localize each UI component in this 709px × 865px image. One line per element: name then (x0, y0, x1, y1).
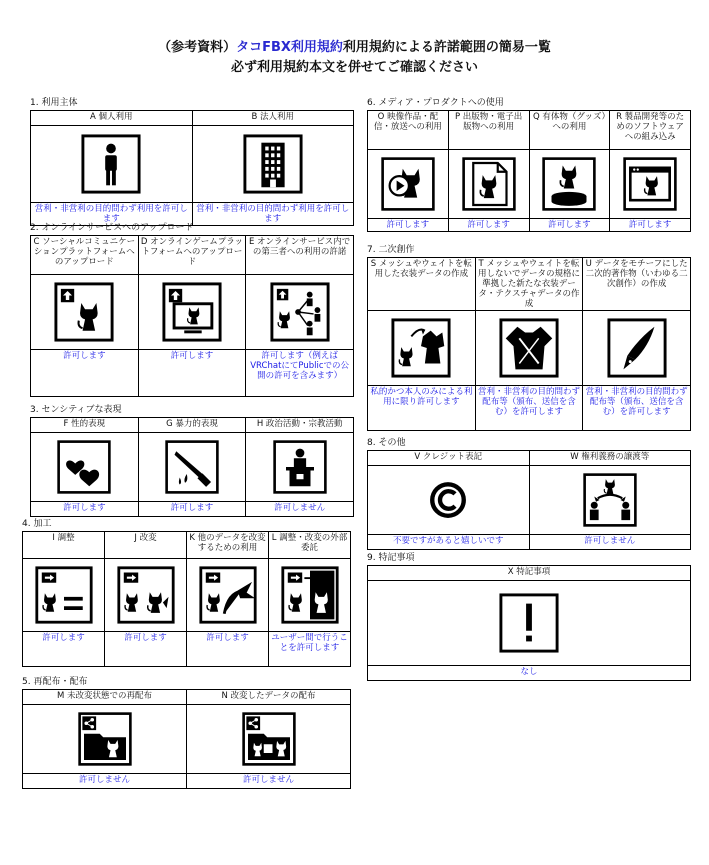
section-title: 1. 利用主体 (30, 98, 78, 108)
item-icon-cell (246, 275, 354, 350)
hearts-icon (31, 439, 138, 495)
permission-table (367, 110, 691, 232)
header-row (31, 418, 354, 433)
item-icon-cell (368, 581, 691, 666)
item-result: 許可しません (23, 774, 187, 789)
section-title: 2. オンラインサービスへのアップロード (30, 223, 194, 233)
item-header: C ソーシャルコミュニケーションプラットフォームへのアップロード (31, 236, 139, 275)
pen-icon (583, 317, 690, 379)
item-result: 営利・非営利の目的問わず配布等（頒布、送信を含む）を許可します (475, 386, 583, 431)
section-title: 6. メディア・プロダクトへの使用 (367, 98, 504, 108)
item-result: 許可します (448, 219, 529, 232)
item-icon-cell (31, 433, 139, 502)
item-header: S メッシュやウェイトを転用した衣装データの作成 (368, 258, 476, 311)
header-row (31, 111, 354, 126)
item-result: 許可します (187, 632, 269, 667)
permission-table (367, 257, 691, 431)
permission-table (30, 235, 354, 397)
item-icon-cell (23, 705, 187, 774)
icon-row (23, 559, 351, 632)
section-s4 (22, 517, 351, 667)
item-header: U データをモチーフにした二次的著作物（いわゆる二次創作）の作成 (583, 258, 691, 311)
item-result: 許可します (610, 219, 691, 232)
result-row (31, 502, 354, 517)
item-header: H 政治活動・宗教活動 (246, 418, 354, 433)
item-result: 許可します (138, 350, 246, 397)
figure-icon (530, 156, 610, 212)
section-s9 (367, 551, 691, 681)
item-icon-cell (529, 466, 691, 535)
item-result: 許可します（例えばVRChatにてPublicでの公開の許可を含みます） (246, 350, 354, 397)
outsource-icon (269, 565, 350, 625)
result-row (368, 535, 691, 550)
item-header: J 改変 (105, 532, 187, 559)
icon-row (368, 581, 691, 666)
item-icon-cell (368, 150, 449, 219)
title-rest: 利用規約による許諾範囲の簡易一覧 (342, 40, 551, 55)
item-header: V クレジット表記 (368, 451, 530, 466)
software-icon (610, 156, 690, 212)
item-header: G 暴力的表現 (138, 418, 246, 433)
item-header: R 製品開発等のためのソフトウェアへの組み込み (610, 111, 691, 150)
share-folder-modified-icon (187, 711, 350, 767)
item-icon-cell (610, 150, 691, 219)
item-header: T メッシュやウェイトを転用しないでデータの規格に準拠した新たな衣装データ・テクスチャデータの作成 (475, 258, 583, 311)
item-header: X 特記事項 (368, 566, 691, 581)
header-row (31, 236, 354, 275)
header-row (23, 532, 351, 559)
permission-table (367, 565, 691, 681)
section-title: 3. センシティブな表現 (30, 405, 122, 415)
item-result: 許可します (529, 219, 610, 232)
podium-icon (246, 439, 353, 495)
permission-table (30, 417, 354, 517)
section-title: 9. 特記事項 (367, 553, 415, 563)
transfer-icon (530, 472, 691, 528)
title-prefix: （参考資料） (158, 40, 237, 55)
item-result: 私的かつ本人のみによる利用に限り許可します (368, 386, 476, 431)
item-icon-cell (187, 559, 269, 632)
result-row (23, 774, 351, 789)
section-title: 5. 再配布・配布 (22, 677, 88, 687)
result-row (368, 386, 691, 431)
item-icon-cell (23, 559, 105, 632)
result-row (368, 666, 691, 681)
page-title (0, 36, 709, 55)
item-result: 許可します (23, 632, 105, 667)
section-s3 (30, 403, 354, 517)
permission-table (22, 689, 351, 789)
item-result: 営利・非営利の目的問わず利用を許可します (31, 203, 193, 226)
result-row (31, 350, 354, 397)
section-title: 7. 二次創作 (367, 245, 415, 255)
icon-row (368, 466, 691, 535)
item-result: 許可しません (529, 535, 691, 550)
building-icon (193, 133, 354, 195)
permission-table (367, 450, 691, 550)
upload-monitor-icon (139, 281, 246, 343)
clothes-icon (476, 317, 583, 379)
item-icon-cell (368, 311, 476, 386)
item-header: M 未改変状態での再配布 (23, 690, 187, 705)
adjust-icon (23, 565, 104, 625)
item-result: 不要ですがあると嬉しいです (368, 535, 530, 550)
item-header: F 性的表現 (31, 418, 139, 433)
item-icon-cell (192, 126, 354, 203)
section-s7 (367, 243, 691, 431)
item-icon-cell (269, 559, 351, 632)
item-icon-cell (529, 150, 610, 219)
item-icon-cell (31, 126, 193, 203)
section-s6 (367, 96, 691, 232)
item-header: E オンラインサービス内での第三者への利用の許諾 (246, 236, 354, 275)
item-result: 許可します (105, 632, 187, 667)
item-result: 許可します (31, 502, 139, 517)
icon-row (368, 311, 691, 386)
upload-avatar-icon (31, 281, 138, 343)
item-header: I 調整 (23, 532, 105, 559)
video-icon (368, 156, 448, 212)
page-subtitle: 必ず利用規約本文を併せてご確認ください (230, 60, 478, 75)
fish-merge-icon (187, 565, 268, 625)
document-icon (449, 156, 529, 212)
item-result: ユーザー間で行うことを許可します (269, 632, 351, 667)
permission-table (30, 110, 354, 226)
item-header: W 権利義務の譲渡等 (529, 451, 691, 466)
item-header: A 個人利用 (31, 111, 193, 126)
item-result: なし (368, 666, 691, 681)
knife-icon (139, 439, 246, 495)
item-result: 許可します (31, 350, 139, 397)
item-icon-cell (246, 433, 354, 502)
result-row (23, 632, 351, 667)
section-s1 (30, 96, 354, 226)
item-header: K 他のデータを改変するための利用 (187, 532, 269, 559)
modify-icon (105, 565, 186, 625)
item-header: L 調整・改変の外部委託 (269, 532, 351, 559)
item-header: O 映像作品・配信・放送への利用 (368, 111, 449, 150)
item-header: Q 有体物（グッズ）への利用 (529, 111, 610, 150)
item-icon-cell (105, 559, 187, 632)
item-result: 営利・非営利の目的問わず配布等（頒布、送信を含む）を許可します (583, 386, 691, 431)
permission-table (22, 531, 351, 667)
person-icon (31, 133, 192, 195)
icon-row (31, 275, 354, 350)
icon-row (23, 705, 351, 774)
header-row (368, 111, 691, 150)
exclamation-icon (368, 592, 690, 654)
item-header: D オンラインゲームプラットフォームへのアップロード (138, 236, 246, 275)
icon-row (31, 433, 354, 502)
icon-row (31, 126, 354, 203)
item-header: B 法人利用 (192, 111, 354, 126)
section-s8 (367, 436, 691, 550)
item-icon-cell (475, 311, 583, 386)
header-row (23, 690, 351, 705)
item-result: 許可しません (187, 774, 351, 789)
item-header: P 出版物・電子出版物への利用 (448, 111, 529, 150)
icon-row (368, 150, 691, 219)
header-row (368, 258, 691, 311)
section-s5 (22, 675, 351, 789)
copyright-icon (368, 472, 529, 528)
item-icon-cell (448, 150, 529, 219)
item-icon-cell (187, 705, 351, 774)
item-icon-cell (31, 275, 139, 350)
item-icon-cell (583, 311, 691, 386)
section-title: 4. 加工 (22, 519, 52, 529)
section-s2 (30, 221, 354, 397)
item-icon-cell (138, 433, 246, 502)
clothes-transfer-icon (368, 317, 475, 379)
result-row (368, 219, 691, 232)
item-header: N 改変したデータの配布 (187, 690, 351, 705)
header-row (368, 566, 691, 581)
item-icon-cell (368, 466, 530, 535)
item-icon-cell (138, 275, 246, 350)
item-result: 許可します (138, 502, 246, 517)
header-row (368, 451, 691, 466)
item-result: 許可します (368, 219, 449, 232)
share-folder-icon (23, 711, 186, 767)
item-result: 許可しません (246, 502, 354, 517)
section-title: 8. その他 (367, 438, 406, 448)
share-users-icon (246, 281, 353, 343)
item-result: 営利・非営利の目的問わず利用を許可します (192, 203, 354, 226)
title-highlight: タコFBX利用規約 (236, 40, 343, 55)
